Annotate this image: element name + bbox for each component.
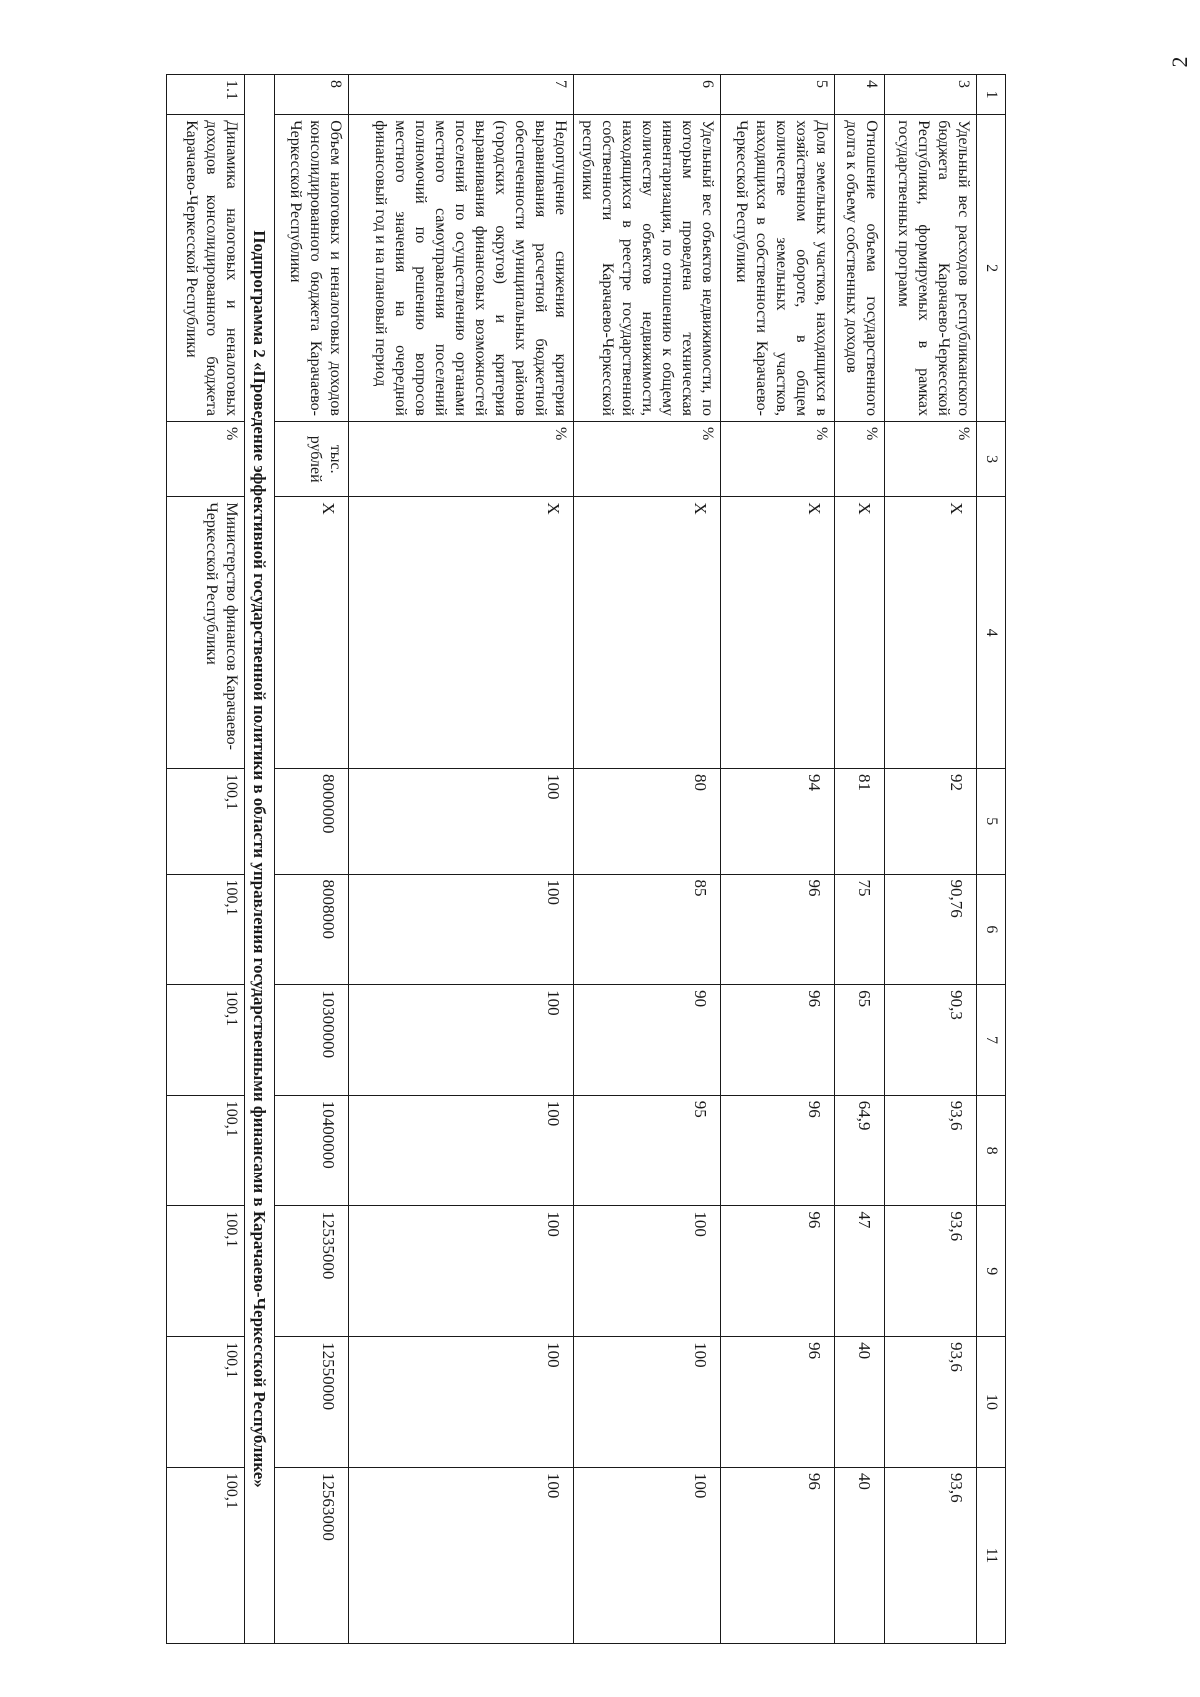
value-cell: 40 (835, 1337, 885, 1468)
value-cell: 75 (835, 874, 885, 985)
header-cell: 5 (977, 768, 1006, 874)
responsible-cell: Х (835, 497, 885, 769)
indicator-name: Недопущение снижения критерия выравнивания расчетной бюджетной обеспеченности муниципальных районов (городских округов) и критерия выравнивания финансовых возможностей поселений по осуществлению органами местного самоуправления поселений полномочий по решению вопросов местного значения на очередной финансовый год и на плановый период (349, 115, 574, 422)
row-number: 1.1 (167, 75, 245, 115)
value-cell: 8000000 (275, 768, 349, 874)
indicator-name: Доля земельных участков, находящихся в хозяйственном обороте, в общем количестве земельных участков, находящихся в собственности Карачаево-Черкесской Республики (721, 115, 835, 422)
value-cell: 93,6 (885, 1206, 977, 1337)
value-cell: 10300000 (275, 985, 349, 1096)
table-row (349, 75, 574, 1644)
value-cell: 100 (574, 1337, 721, 1468)
value-cell: 100 (349, 1095, 574, 1206)
unit-cell: % (885, 421, 977, 496)
value-cell: 100,1 (167, 1337, 245, 1468)
header-cell: 8 (977, 1095, 1006, 1206)
value-cell: 8008000 (275, 874, 349, 985)
value-cell: 64,9 (835, 1095, 885, 1206)
value-cell: 65 (835, 985, 885, 1096)
header-cell: 7 (977, 985, 1006, 1096)
table-row (885, 75, 977, 1644)
table-row (835, 75, 885, 1644)
responsible-cell: Х (275, 497, 349, 769)
value-cell: 94 (721, 768, 835, 874)
header-cell: 9 (977, 1206, 1006, 1337)
value-cell: 100,1 (167, 985, 245, 1096)
value-cell: 96 (721, 1206, 835, 1337)
value-cell: 100 (349, 768, 574, 874)
header-cell: 4 (977, 497, 1006, 769)
value-cell: 93,6 (885, 1467, 977, 1643)
value-cell: 81 (835, 768, 885, 874)
value-cell: 96 (721, 985, 835, 1096)
unit-cell: % (349, 421, 574, 496)
row-number: 6 (574, 75, 721, 115)
value-cell: 12535000 (275, 1206, 349, 1337)
row-number: 5 (721, 75, 835, 115)
responsible-cell: Х (349, 497, 574, 769)
table-row (275, 75, 349, 1644)
value-cell: 100 (349, 985, 574, 1096)
header-row (977, 75, 1006, 1644)
indicator-name: Объем налоговых и неналоговых доходов консолидированного бюджета Карачаево-Черкесской Республики (275, 115, 349, 422)
responsible-cell: Х (574, 497, 721, 769)
value-cell: 100 (574, 1206, 721, 1337)
page-number: 2 (1167, 56, 1192, 68)
unit-cell: % (574, 421, 721, 496)
responsible-cell: Х (885, 497, 977, 769)
value-cell: 100,1 (167, 1095, 245, 1206)
indicator-name: Удельный вес объектов недвижимости, по которым проведена техническая инвентаризация, по отношению к общему количеству объектов недвижимости, находящихся в реестре государственной собственности Карачаево-Черкесской республики (574, 115, 721, 422)
value-cell: 96 (721, 1467, 835, 1643)
value-cell: 100 (349, 1467, 574, 1643)
unit-cell: тыс. рублей (275, 421, 349, 496)
value-cell: 93,6 (885, 1095, 977, 1206)
rotated-page (101, 74, 1006, 1644)
value-cell: 100 (349, 874, 574, 985)
unit-cell: % (167, 421, 245, 496)
value-cell: 90,3 (885, 985, 977, 1096)
subprogram-row (245, 75, 275, 1644)
indicator-name: Удельный вес расходов республиканского бюджета Карачаево-Черкесской Республики, формируемых в рамках государственных программ (885, 115, 977, 422)
unit-cell: % (721, 421, 835, 496)
responsible-cell: Х (721, 497, 835, 769)
value-cell: 100 (574, 1467, 721, 1643)
row-number: 7 (349, 75, 574, 115)
value-cell: 92 (885, 768, 977, 874)
header-cell: 3 (977, 421, 1006, 496)
indicator-name: Отношение объема государственного долга к объему собственных доходов (835, 115, 885, 422)
value-cell: 90,76 (885, 874, 977, 985)
header-cell: 10 (977, 1337, 1006, 1468)
subprogram-title: Подпрограмма 2 «Проведение эффективной государственной политики в области управления государственными финансами в Карачаево-Черкесской Республике» (245, 75, 275, 1644)
value-cell: 93,6 (885, 1337, 977, 1468)
value-cell: 100,1 (167, 1467, 245, 1643)
indicator-name: Динамика налоговых и неналоговых доходов консолидированного бюджета Карачаево-Черкесской Республики (167, 115, 245, 422)
unit-cell: % (835, 421, 885, 496)
value-cell: 96 (721, 874, 835, 985)
value-cell: 95 (574, 1095, 721, 1206)
indicators-table (166, 74, 1006, 1644)
value-cell: 90 (574, 985, 721, 1096)
responsible-cell: Министерство финансов Карачаево-Черкесской Республики (167, 497, 245, 769)
row-number: 4 (835, 75, 885, 115)
value-cell: 12563000 (275, 1467, 349, 1643)
value-cell: 100,1 (167, 768, 245, 874)
row-number: 3 (885, 75, 977, 115)
table-row (574, 75, 721, 1644)
table-row (721, 75, 835, 1644)
header-cell: 6 (977, 874, 1006, 985)
value-cell: 47 (835, 1206, 885, 1337)
header-cell: 1 (977, 75, 1006, 115)
value-cell: 100,1 (167, 874, 245, 985)
header-cell: 11 (977, 1467, 1006, 1643)
value-cell: 100,1 (167, 1206, 245, 1337)
value-cell: 96 (721, 1095, 835, 1206)
value-cell: 10400000 (275, 1095, 349, 1206)
value-cell: 85 (574, 874, 721, 985)
value-cell: 100 (349, 1206, 574, 1337)
value-cell: 40 (835, 1467, 885, 1643)
value-cell: 100 (349, 1337, 574, 1468)
value-cell: 12550000 (275, 1337, 349, 1468)
header-cell: 2 (977, 115, 1006, 422)
table-row (167, 75, 245, 1644)
row-number: 8 (275, 75, 349, 115)
value-cell: 80 (574, 768, 721, 874)
value-cell: 96 (721, 1337, 835, 1468)
